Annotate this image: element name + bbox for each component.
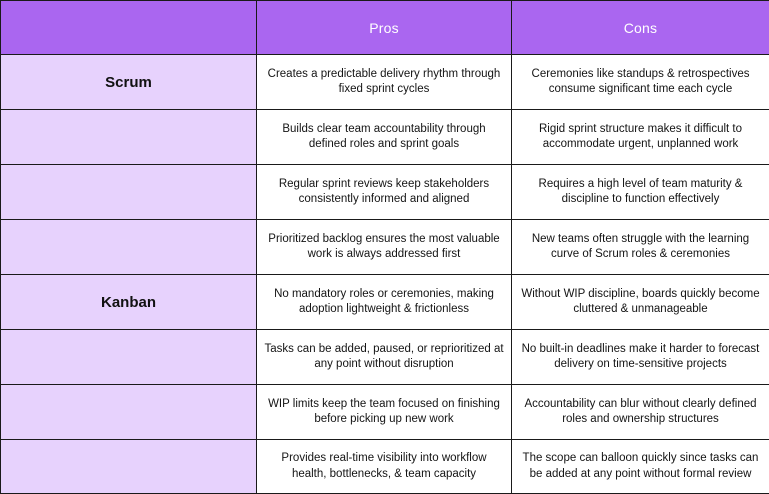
table-row (1, 275, 769, 330)
cons-column-header: Cons (512, 1, 769, 55)
methodology-label (1, 165, 257, 220)
table-row (1, 220, 769, 275)
pros-cell: WIP limits keep the team focused on finishing before picking up new work (257, 385, 512, 440)
table-row (1, 110, 769, 165)
methodology-label: Kanban (1, 275, 257, 330)
table-row (1, 55, 769, 110)
pros-cell: Creates a predictable delivery rhythm through fixed sprint cycles (257, 55, 512, 110)
pros-cell: Prioritized backlog ensures the most valuable work is always addressed first (257, 220, 512, 275)
pros-cell: No mandatory roles or ceremonies, making adoption lightweight & frictionless (257, 275, 512, 330)
table-row (1, 165, 769, 220)
table-row (1, 330, 769, 385)
methodology-label: Scrum (1, 55, 257, 110)
cons-cell: The scope can balloon quickly since tasks can be added at any point without formal review (512, 440, 769, 494)
header-corner-cell (1, 1, 257, 55)
cons-cell: Accountability can blur without clearly defined roles and ownership structures (512, 385, 769, 440)
cons-cell: Rigid sprint structure makes it difficult to accommodate urgent, unplanned work (512, 110, 769, 165)
pros-cell: Builds clear team accountability through defined roles and sprint goals (257, 110, 512, 165)
table-header-row (1, 1, 769, 55)
methodology-label (1, 220, 257, 275)
methodology-label (1, 385, 257, 440)
table-row (1, 385, 769, 440)
cons-cell: Without WIP discipline, boards quickly become cluttered & unmanageable (512, 275, 769, 330)
methodology-label (1, 110, 257, 165)
cons-cell: Ceremonies like standups & retrospectives consume significant time each cycle (512, 55, 769, 110)
pros-cell: Tasks can be added, paused, or reprioritized at any point without disruption (257, 330, 512, 385)
cons-cell: No built-in deadlines make it harder to forecast delivery on time-sensitive projects (512, 330, 769, 385)
pros-cell: Regular sprint reviews keep stakeholders consistently informed and aligned (257, 165, 512, 220)
table-row (1, 440, 769, 494)
pros-cell: Provides real-time visibility into workflow health, bottlenecks, & team capacity (257, 440, 512, 494)
methodology-label (1, 330, 257, 385)
pros-column-header: Pros (257, 1, 512, 55)
methodology-label (1, 440, 257, 494)
cons-cell: Requires a high level of team maturity & discipline to function effectively (512, 165, 769, 220)
cons-cell: New teams often struggle with the learning curve of Scrum roles & ceremonies (512, 220, 769, 275)
